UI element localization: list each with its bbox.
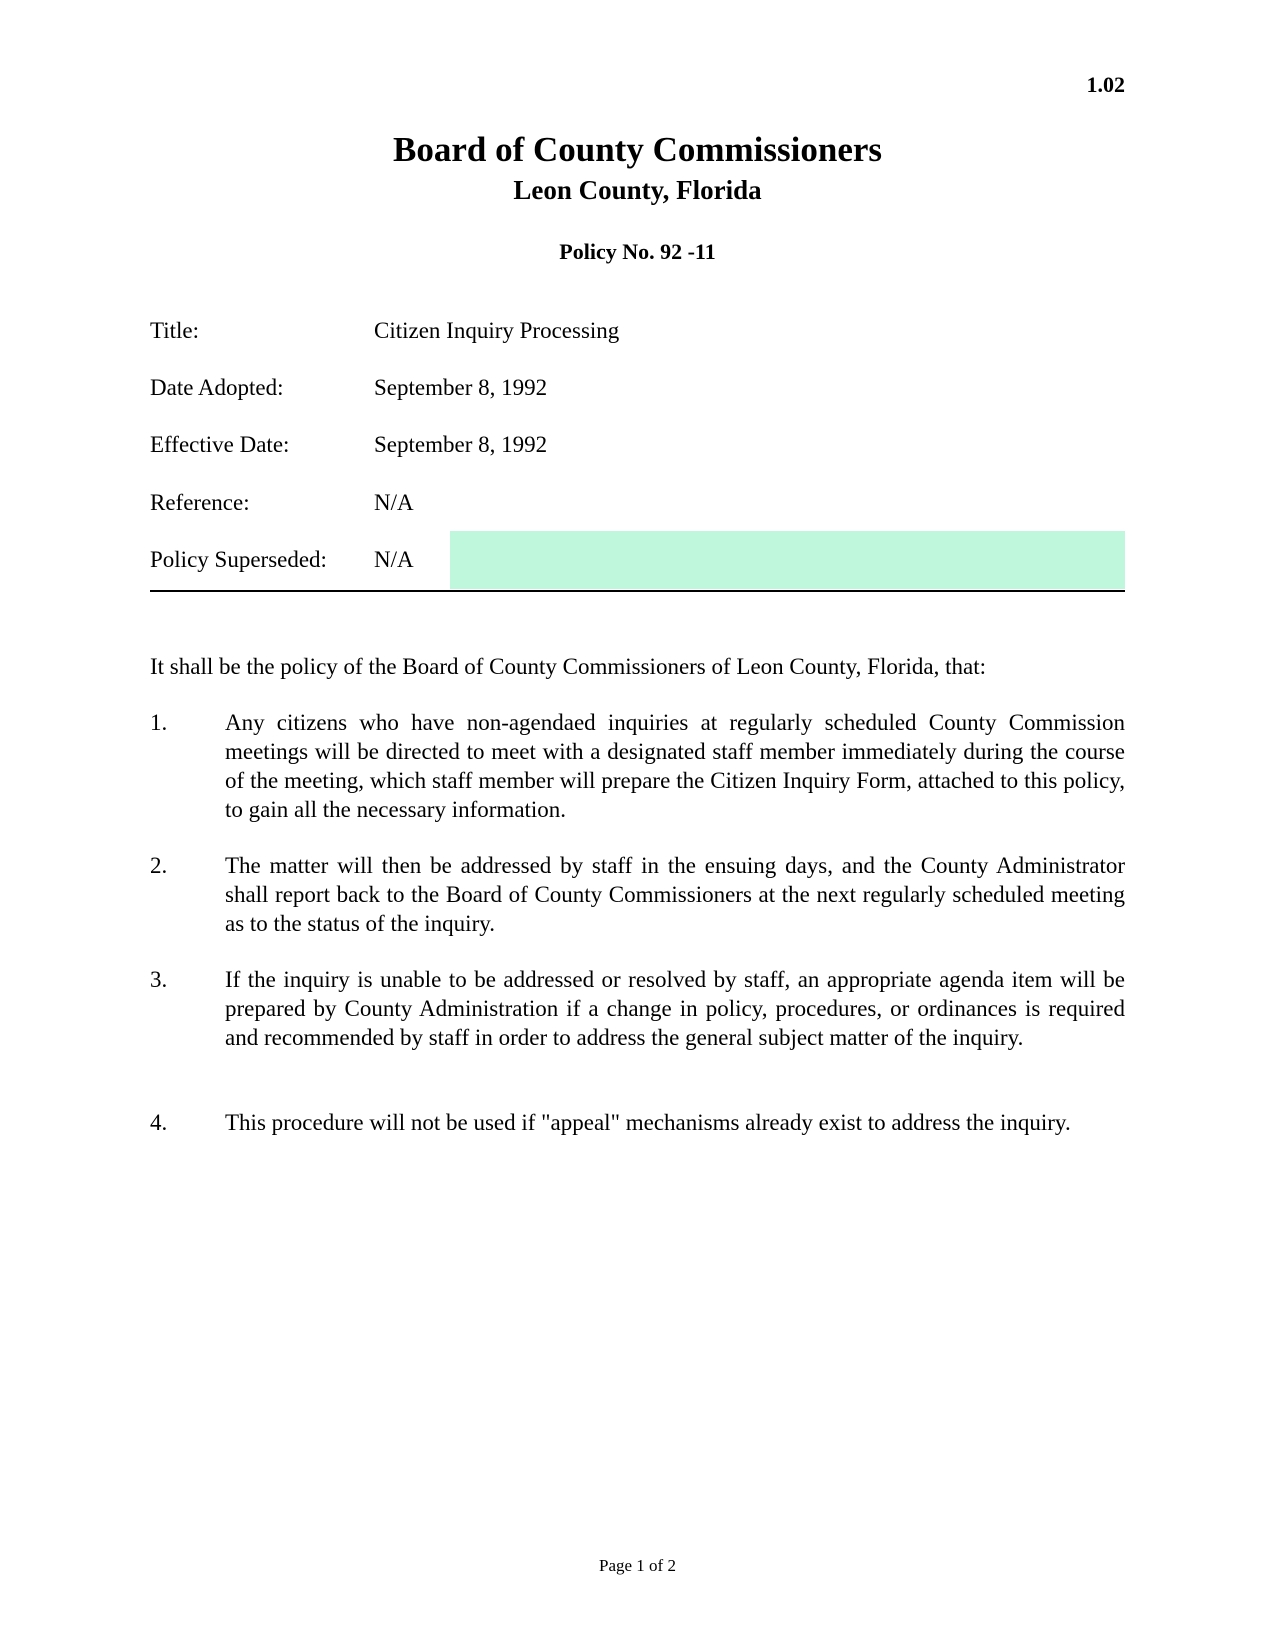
item-text: This procedure will not be used if "appeal" mechanisms already exist to address the inquiry. bbox=[225, 1110, 1071, 1135]
item-number: 3. bbox=[150, 967, 168, 992]
item-text: The matter will then be addressed by staff in the ensuing days, and the County Administrator shall report back to the Board of County Commissioners at the next regularly scheduled meeting as to the status of the inquiry. bbox=[225, 853, 1125, 936]
section-number: 1.02 bbox=[1086, 72, 1125, 97]
meta-value: September 8, 1992 bbox=[374, 432, 548, 457]
item-number: 4. bbox=[150, 1110, 168, 1135]
meta-label: Title: bbox=[150, 318, 200, 343]
item-number: 2. bbox=[150, 853, 168, 878]
policy-intro: It shall be the policy of the Board of County Commissioners of Leon County, Florida, that: bbox=[150, 654, 986, 679]
meta-value: N/A bbox=[374, 547, 414, 572]
meta-value: N/A bbox=[374, 490, 414, 515]
item-text: Any citizens who have non-agendaed inquiries at regularly scheduled County Commission meetings will be directed to meet with a designated staff member immediately during the course of the meeting, which staff member will prepare the Citizen Inquiry Form, attached to this policy, to gain all the necessary information. bbox=[225, 710, 1125, 822]
org-subtitle: Leon County, Florida bbox=[513, 175, 762, 205]
meta-label: Reference: bbox=[150, 490, 250, 515]
highlight-block bbox=[450, 531, 1125, 589]
meta-label: Effective Date: bbox=[150, 432, 290, 457]
org-title: Board of County Commissioners bbox=[392, 130, 883, 169]
meta-label: Date Adopted: bbox=[150, 375, 284, 400]
meta-value: Citizen Inquiry Processing bbox=[374, 318, 620, 343]
meta-value: September 8, 1992 bbox=[374, 375, 548, 400]
policy-item-1 bbox=[150, 708, 1125, 824]
meta-label: Policy Superseded: bbox=[150, 547, 327, 572]
policy-item-4 bbox=[150, 1108, 1125, 1137]
policy-number: Policy No. 92 -11 bbox=[559, 239, 716, 264]
item-number: 1. bbox=[150, 710, 168, 735]
policy-item-2 bbox=[150, 851, 1125, 938]
item-text: If the inquiry is unable to be addressed or resolved by staff, an appropriate agenda item will be prepared by County Administration if a change in policy, procedures, or ordinances is required and recommended by staff in order to address the general subject matter of the inquiry. bbox=[225, 967, 1125, 1050]
page-footer: Page 1 of 2 bbox=[599, 1556, 676, 1575]
header-rule bbox=[150, 590, 1125, 592]
policy-item-3 bbox=[150, 965, 1125, 1052]
